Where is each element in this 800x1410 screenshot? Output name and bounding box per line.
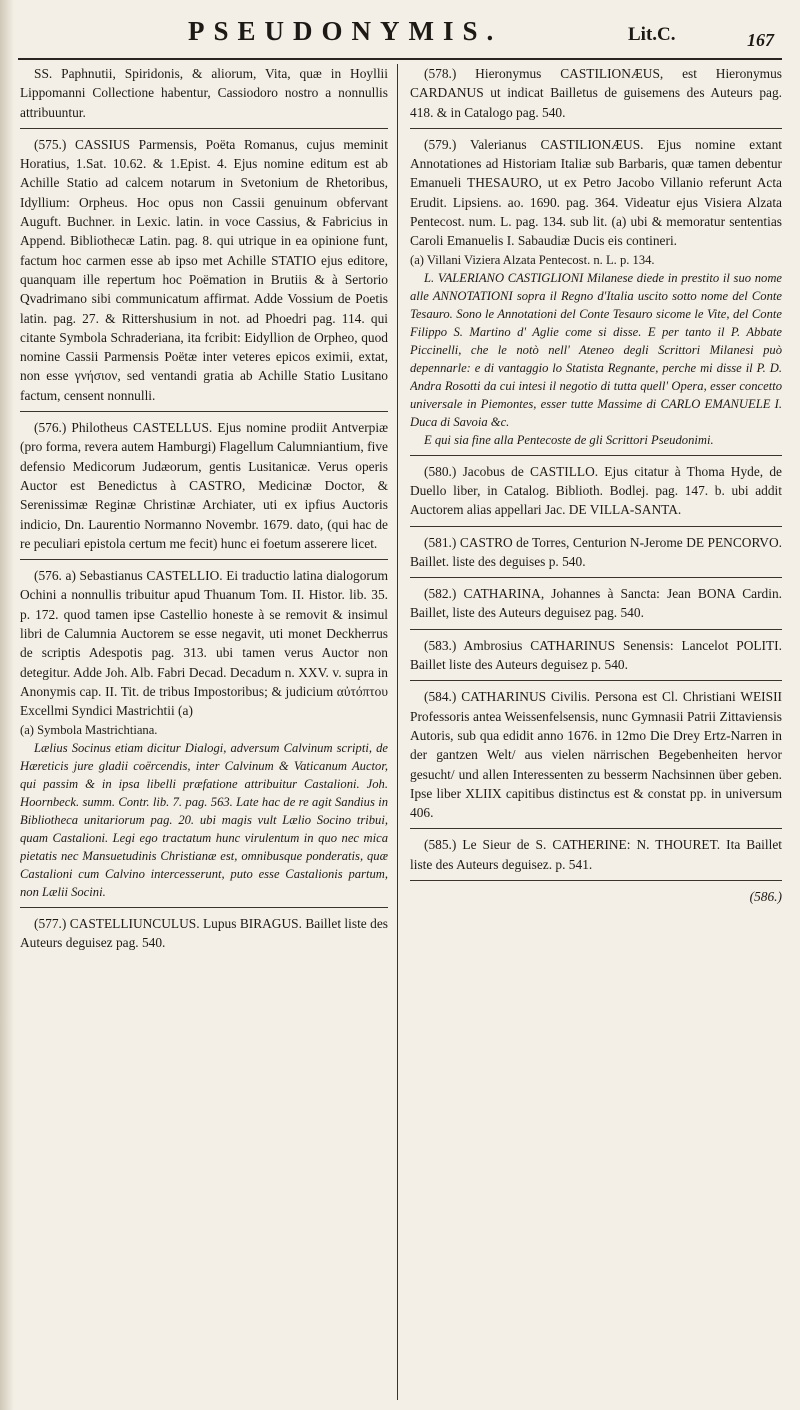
entry-575 bbox=[20, 135, 388, 412]
column-divider bbox=[397, 64, 398, 1400]
entry-paragraph: (576.) Philotheus CASTELLUS. Ejus nomine prodiit Antverpiæ (pro forma, revera autem Hamburgi) Flagellum Calumniantium, five defensio Medicorum Judæorum, gentis Lusitanicæ. Verus operis Auctor est Benedictus à CASTRO, Medicinæ Doctor, & Serenissimæ Reginæ Christinæ Archiater, uti ex ipfius Auctoris indicio, Dn. Laurentio Normanno Novembr. 1679. dato, (qui hac de re peculiari epistola certum me fecit) hunc ei foetum asserere licet. bbox=[20, 420, 388, 551]
folio-number: 167 bbox=[747, 30, 774, 50]
entry-578 bbox=[410, 64, 782, 129]
entry-paragraph: (576. a) Sebastianus CASTELLIO. Ei traductio latina dialogorum Ochini a nonnullis tribuitur apud Thuanum Tom. II. Histor. lib. 35. p. 172. quod tamen ipse Castellio honeste à se removit & insimul libri de Calumnia Auctorem se esse negavit, uti monet Deckherrus de scriptis Adespotis pag. 313. ubi tamen verus Auctor non detegitur. Adde Joh. Alb. Fabri Decad. Decadum n. XXV. v. supra in Anonymis cap. II. Tit. de tribus Impostoribus; & judicium αὐτόπτου Excellmi Syndici Mastrichtii (a) bbox=[20, 568, 388, 719]
entry-577 bbox=[20, 914, 388, 959]
footnote-paragraph: (a) Villani Viziera Alzata Pentecost. n. L. p. 134. bbox=[410, 252, 655, 267]
running-title: PSEUDONYMIS. bbox=[188, 16, 503, 46]
left-column bbox=[20, 64, 388, 1404]
entry-paragraph: (579.) Valerianus CASTILIONÆUS. Ejus nomine extant Annotationes ad Historiam Italiæ sub Barbaris, quæ tamen debentur Emanueli THESAURO, ut ex Petro Jacobo Villanio referunt Acta Erudit. Lipsiens. ao. 1690. pag. 364. Videatur ejus Visiera Alzata Pentecost. num. L. pag. 134. sub lit. (a) ubi & memoratur sententias Caroli Emanuelis I. Sabaudiæ Ducis eis contineri. bbox=[410, 136, 782, 249]
entry-paragraph: SS. Paphnutii, Spiridonis, & aliorum, Vita, quæ in Hoyllii Lippomanni Collectione habentur, Cassiodoro nostro a nonnullis attribuuntur. bbox=[20, 66, 388, 120]
entry-paragraph: (578.) Hieronymus CASTILIONÆUS, est Hieronymus CARDANUS ut indicat Bailletus de guisemens des Auteurs pag. 418. & in Catalogo pag. 540. bbox=[410, 66, 782, 120]
entry-paragraph: (584.) CATHARINUS Civilis. Persona est Cl. Christiani WEISII Professoris antea Weissenfelsensis, nunc Gymnasii Patrii Zittaviensis Autoris, sub qua edidit anno 1676. in 12mo Die Drey Ertz-Narren in der gantzen Welt/ aus vielen närrischen Begebenheiten hervor gesucht/ und allen Interessenten zu besserm Nachsinnen über geben. Ipse liber XLIIX capitibus distinctus est & constat pp. in universum 406. bbox=[410, 689, 782, 821]
entry-paragraph: (575.) CASSIUS Parmensis, Poëta Romanus, cujus meminit Horatius, 1.Sat. 10.62. & 1.Epist. 4. Ejus nomine editum est ab Achille Statio ad calcem notarum in Svetonium de Rhetoribus, Idyllium: Orpheus. Hoc opus non Cassii genuinum obfervant Auguft. Buchner. in Lexic. latin. in voce Cassius, & Fabricius in Append. Bibliothecæ Latin. pag. 8. qui utrique in ea opinione funt, factum hoc carmen esse ab ipso met Achille STATIO ejus editore, quanquam ille repertum hoc Poëmation in Brutiis & à Sertorio Qvadrimano sibi communicatum affirmat. Adde Vossium de Poetis latin. pag. 27. & Rittershusium in not. ad Phoedri pag. 114. qui citante Symbola Schraderiana, ita fcribit: Eidyllion de Orpheo, quod nomine Cassii Parmensis Poëtæ inter veteres epicos eximii, extat, non esse γνήσιον, sed ventandi gratia ab Achille Statio Lusitano factum, censent nonnulli. bbox=[20, 136, 388, 403]
section-tag: Lit.C. bbox=[628, 24, 676, 45]
page-gutter-shadow bbox=[0, 0, 14, 1410]
entry-579 bbox=[410, 135, 782, 456]
entry-paragraph: (585.) Le Sieur de S. CATHERINE: N. THOURET. Ita Baillet liste des Auteurs deguisez. p. 541. bbox=[410, 837, 782, 872]
entry-paragraph: (586.) bbox=[749, 889, 782, 905]
entry-581 bbox=[410, 533, 782, 579]
entry-580 bbox=[410, 462, 782, 527]
entry-576a bbox=[20, 566, 388, 907]
footnote-paragraph: Lælius Socinus etiam dicitur Dialogi, adversum Calvinum scripti, de Hæreticis jure gladii coërcendis, inter Calvinum & Vaticanum Auctor, qui passim & in ipsa libelli præfatione attribuitur Castalioni. Joh. Hoornbeck. summ. Contr. lib. 7. pag. 563. Late hac de re agit Sandius in Bibliotheca unitariorum pag. 20. ubi magis vult Lælio Socino tribui, quam Castalioni. Legi ego tractatum hunc virulentum in quo nec mica pietatis nec Mansuetudinis Christianæ est, omnibusque ponderatis, quæ Castalioni cum Calvino intercesserunt, puto esse Castalionis partum, non Lælii Socini. bbox=[20, 740, 388, 899]
entry-paragraph: (582.) CATHARINA, Johannes à Sancta: Jean BONA Cardin. Baillet, liste des Auteurs deguisez pag. 540. bbox=[410, 586, 782, 621]
entry-ss-paphnutii bbox=[20, 64, 388, 129]
entry-585 bbox=[410, 835, 782, 881]
entry-576 bbox=[20, 418, 388, 560]
entry-catchword bbox=[410, 887, 782, 912]
entry-582 bbox=[410, 584, 782, 630]
entry-paragraph: (577.) CASTELLIUNCULUS. Lupus BIRAGUS. Baillet liste des Auteurs deguisez pag. 540. bbox=[20, 915, 388, 950]
entry-paragraph: (580.) Jacobus de CASTILLO. Ejus citatur à Thoma Hyde, de Duello liber, in Catalog. Biblioth. Bodlej. pag. 147. b. ubi addit Auctorem alias appellari Jac. DE VILLA-SANTA. bbox=[410, 463, 782, 518]
entry-paragraph: (583.) Ambrosius CATHARINUS Senensis: Lancelot POLITI. Baillet liste des Auteurs deguisez p. 540. bbox=[410, 637, 782, 673]
footnote-paragraph: E qui sia fine alla Pentecoste de gli Scrittori Pseudonimi. bbox=[424, 432, 714, 447]
footnote-paragraph: (a) Symbola Mastrichtiana. bbox=[20, 722, 158, 737]
entry-584 bbox=[410, 687, 782, 829]
entry-583 bbox=[410, 636, 782, 682]
right-column bbox=[410, 64, 782, 1404]
entry-paragraph: (581.) CASTRO de Torres, Centurion N-Jerome DE PENCORVO. Baillet. liste des deguises p. 540. bbox=[410, 534, 782, 569]
footnote-paragraph: L. VALERIANO CASTIGLIONI Milanese diede in prestito il suo nome alle ANNOTATIONI sopra il Regno d'Italia uscito sotto nome del Conte Tesauro. Sono le Annotationi del Conte Tesauro sicome le Vite, del Conte Filippo S. Martino d' Aglie come si disse. E per tanto il P. Abbate Piccinelli, che le notò nell' Ateneo degli Scrittori Milanesi può depennarle: e di vantaggio lo Statista Regnante, perche mi disse il P. D. Andra Rosotti da cui intesi il negotio di tutta quell' Opera, esser concetto universale in Piemontes, esser tutte Massime di CARLO EMANUELE I. Duca di Savoia &c. bbox=[410, 270, 782, 429]
page-header bbox=[18, 12, 782, 60]
